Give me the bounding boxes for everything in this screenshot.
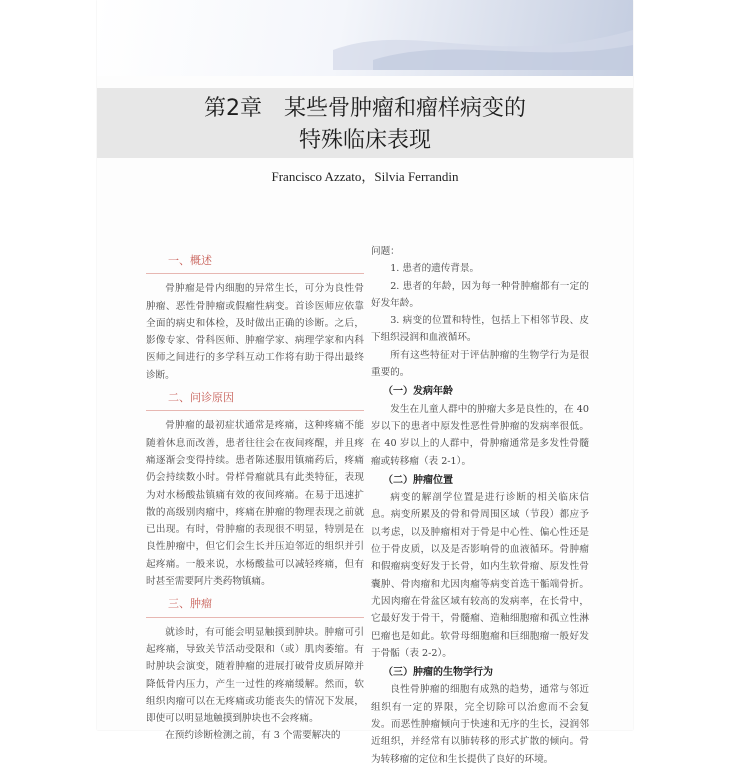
paragraph: 骨肿瘤是骨内细胞的异常生长，可分为良性骨肿瘤、恶性骨肿瘤或假瘤性病变。首诊医师应依靠全面的病史和体检，及时做出正确的诊断。之后，影像专家、骨科医师、肿瘤学家、病理学家和内科医师之间进行的多学科互动工作将有助于得出最终诊断。 bbox=[146, 283, 364, 381]
list-item: 3. 病变的位置和特性，包括上下相邻节段、皮下组织浸润和血液循环。 bbox=[371, 315, 589, 344]
decorative-header-band bbox=[97, 0, 633, 76]
heading-rule bbox=[146, 410, 364, 411]
section-heading-overview: 一、概述 bbox=[168, 254, 212, 267]
subheading-location: （二）肿瘤位置 bbox=[383, 474, 453, 486]
list-item: 2. 患者的年龄，因为每一种骨肿瘤都有一定的好发年龄。 bbox=[371, 280, 589, 309]
right-column bbox=[371, 243, 589, 768]
decorative-wave bbox=[333, 10, 633, 70]
chapter-title-line1: 第2章 某些骨肿瘤和瘤样病变的 bbox=[204, 96, 526, 121]
paragraph: 所有这些特征对于评估肿瘤的生物学行为是很重要的。 bbox=[371, 349, 589, 379]
subheading-behavior: （三）肿瘤的生物学行为 bbox=[383, 667, 493, 679]
section-heading-reasons: 二、问诊原因 bbox=[168, 391, 234, 405]
paragraph: 在预约诊断检测之前，有 3 个需要解决的 bbox=[165, 730, 341, 742]
left-column bbox=[146, 247, 364, 745]
heading-rule bbox=[146, 617, 364, 618]
paragraph: 骨肿瘤的最初症状通常是疼痛，这种疼痛不能随着休息而改善，患者往往会在夜间疼醒，并且疼痛逐渐会变得持续。患者陈述服用镇痛药后，疼痛仍会持续数小时。骨样骨瘤就具有此类特征，表现为对水杨酸盐镇痛有效的夜间疼痛。在易于迅速扩散的高级别肉瘤中，疼痛在肿瘤的物理表现之前就已出现。有时，骨肿瘤的表现很不明显，特别是在良性肿瘤中，但它们会生长并压迫邻近的组织并引起疼痛。一般来说，水杨酸盐可以减轻疼痛，但有时甚至需要阿片类药物镇痛。 bbox=[146, 420, 364, 588]
subheading-age: （一）发病年龄 bbox=[383, 386, 453, 398]
chapter-title bbox=[97, 93, 633, 157]
paragraph: 病变的解剖学位置是进行诊断的相关临床信息。病变所累及的骨和骨周围区域（节段）都应予以考虑，以及肿瘤相对于骨是中心性、偏心性还是位于骨皮质，以及是否影响骨的血液循环。骨肿瘤和假瘤病变好发于长骨，如内生软骨瘤、原发性骨囊肿、骨肉瘤和尤因肉瘤等病变首选干骺端骨折。尤因肉瘤在骨盆区域有较高的发病率，在长骨中，它最好发于骨干，骨髓瘤、造釉细胞瘤和孤立性淋巴瘤也是如此。软骨母细胞瘤和巨细胞瘤一般好发于骨骺（表 2-2）。 bbox=[371, 492, 589, 659]
paragraph: 良性骨肿瘤的细胞有成熟的趋势，通常与邻近组织有一定的界限，完全切除可以治愈而不会复发。而恶性肿瘤倾向于快速和无序的生长，浸润邻近组织，并经常有以肺转移的形式扩散的倾向。骨为转移瘤的定位和生长提供了良好的环境。 bbox=[371, 684, 589, 765]
section-heading-tumor: 三、肿瘤 bbox=[168, 597, 212, 611]
list-item: 1. 患者的遗传背景。 bbox=[390, 263, 480, 275]
paragraph: 发生在儿童人群中的肿瘤大多是良性的，在 40 岁以下的患者中原发性恶性骨肿瘤的发病率很低。在 40 岁以上的人群中，骨肿瘤通常是多发性骨髓瘤或转移瘤（表 2-1）。 bbox=[371, 403, 589, 467]
book-page bbox=[97, 0, 633, 765]
authors: Francisco Azzato，Silvia Ferrandin bbox=[271, 169, 459, 184]
paragraph: 就诊时，有可能会明显触摸到肿块。肿瘤可引起疼痛，导致关节活动受限和（或）肌肉萎缩。有时肿块会演变，随着肿瘤的进展打破骨皮质屏障并降低骨内压力，产生一过性的疼痛缓解。然而，软组织肉瘤可以在无疼痛或功能丧失的情况下发展，即使可以明显地触摸到肿块也不会疼痛。 bbox=[146, 626, 364, 725]
chapter-title-line2: 特殊临床表现 bbox=[298, 128, 431, 153]
continuation-text: 问题： bbox=[371, 246, 400, 257]
heading-rule bbox=[146, 273, 364, 274]
